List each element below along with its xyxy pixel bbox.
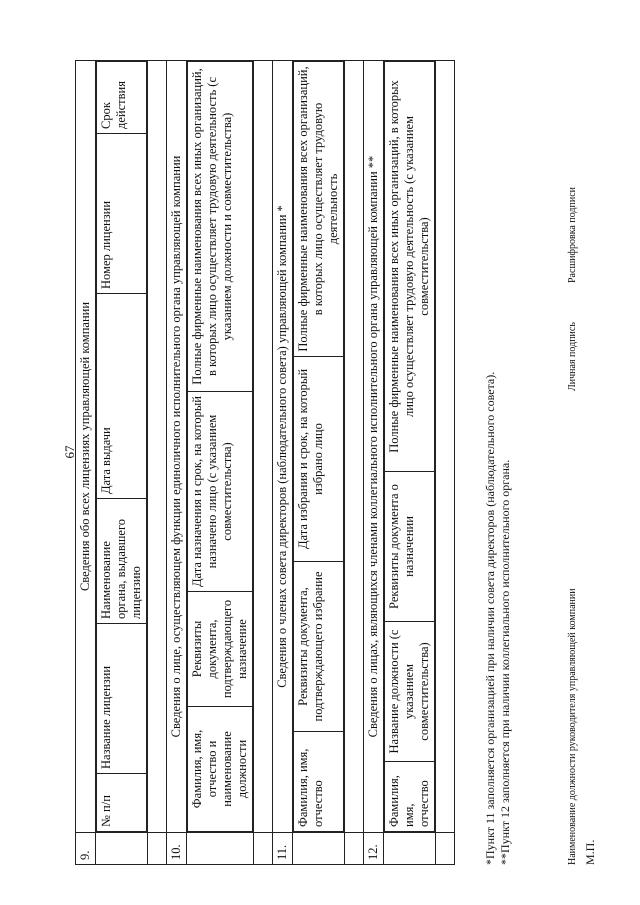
col-full-name: Фамилия, имя, отчество [385,762,435,832]
col-issuer: Наименование органа, выдавшего лицензию [97,499,147,624]
section-10-header-row [187,61,254,865]
collegial-body-table [384,61,435,832]
col-validity: Срок действия [97,62,147,134]
section-12-number: 12. [364,833,384,865]
licenses-header-row [97,62,147,832]
section-11-header-row [293,61,345,865]
disclosure-form-table [75,60,455,865]
section-10-title: Сведения о лице, осуществляющем функции единоличного исполнительного органа управляющей компании [167,61,187,833]
col-election-document: Реквизиты документа, подтверждающего избрание [294,562,344,732]
section-11-empty-row [345,61,364,865]
col-license-name: Название лицензии [97,624,147,774]
col-other-organizations: Полные фирменные наименования всех иных организаций, в которых лицо осуществляет трудовую деятельность (с указанием совместительства) [385,62,435,472]
col-issue-date: Дата выдачи [97,294,147,499]
section-9-number: 9. [76,833,96,865]
col-other-organizations: Полные фирменные наименования всех иных организаций, в которых лицо осуществляет трудовую деятельность (с указанием должности и совместительства) [188,62,253,392]
licenses-table [96,61,147,832]
personal-signature-label: Личная подпись [567,322,578,391]
col-full-name-position: Фамилия, имя, отчество и наименование должности [188,707,253,832]
section-9-title-row [76,61,96,865]
sole-executive-table [187,61,253,832]
section-9-empty-row [148,61,167,865]
section-12-empty-row [436,61,455,865]
section-11-title-row [273,61,293,865]
footnotes [483,60,513,865]
col-full-name: Фамилия, имя, отчество [294,732,344,832]
col-election-date: Дата избрания и срок, на который избрано лицо [294,357,344,562]
rotated-form [75,60,597,865]
section-10-title-row [167,61,187,865]
section-12-header-row [384,61,436,865]
head-position-label: Наименование должности руководителя управляющей компании [567,588,578,865]
section-9-title: Сведения обо всех лицензиях управляющей компании [76,61,96,833]
col-license-number: Номер лицензии [97,134,147,294]
col-organizations: Полные фирменные наименования всех организаций, в которых лицо осуществляет трудовую деятельность [294,62,344,357]
section-12-title-row [364,61,384,865]
page-number: 67 [62,445,77,459]
footnote-2: **Пункт 12 заполняется при наличии коллегиального исполнительного органа. [498,459,512,865]
section-10-empty-row [254,61,273,865]
col-number: № п/п [97,774,147,832]
section-9-header-row [96,61,148,865]
section-12-title: Сведения о лицах, являющихся членами коллегиального исполнительного органа управляющей компании ** [364,61,384,833]
signature-decoding-label: Расшифровка подписи [567,187,578,283]
footnote-1: *Пункт 11 заполняется организацией при наличии совета директоров (наблюдательного совета). [483,371,497,865]
board-members-table [293,61,344,832]
col-appointment-document: Реквизиты документа о назначении [385,472,435,622]
col-appointment-date: Дата назначения и срок, на который назначено лицо (с указанием совместительства) [188,392,253,592]
stamp-place: М.П. [583,839,597,865]
col-appointment-document: Реквизиты документа, подтверждающего назначение [188,592,253,707]
col-position-title: Название должности (с указанием совместительства) [385,622,435,762]
section-11-title: Сведения о членах совета директоров (наблюдательного совета) управляющей компании * [273,61,293,833]
section-11-number: 11. [273,833,293,865]
section-10-number: 10. [167,833,187,865]
